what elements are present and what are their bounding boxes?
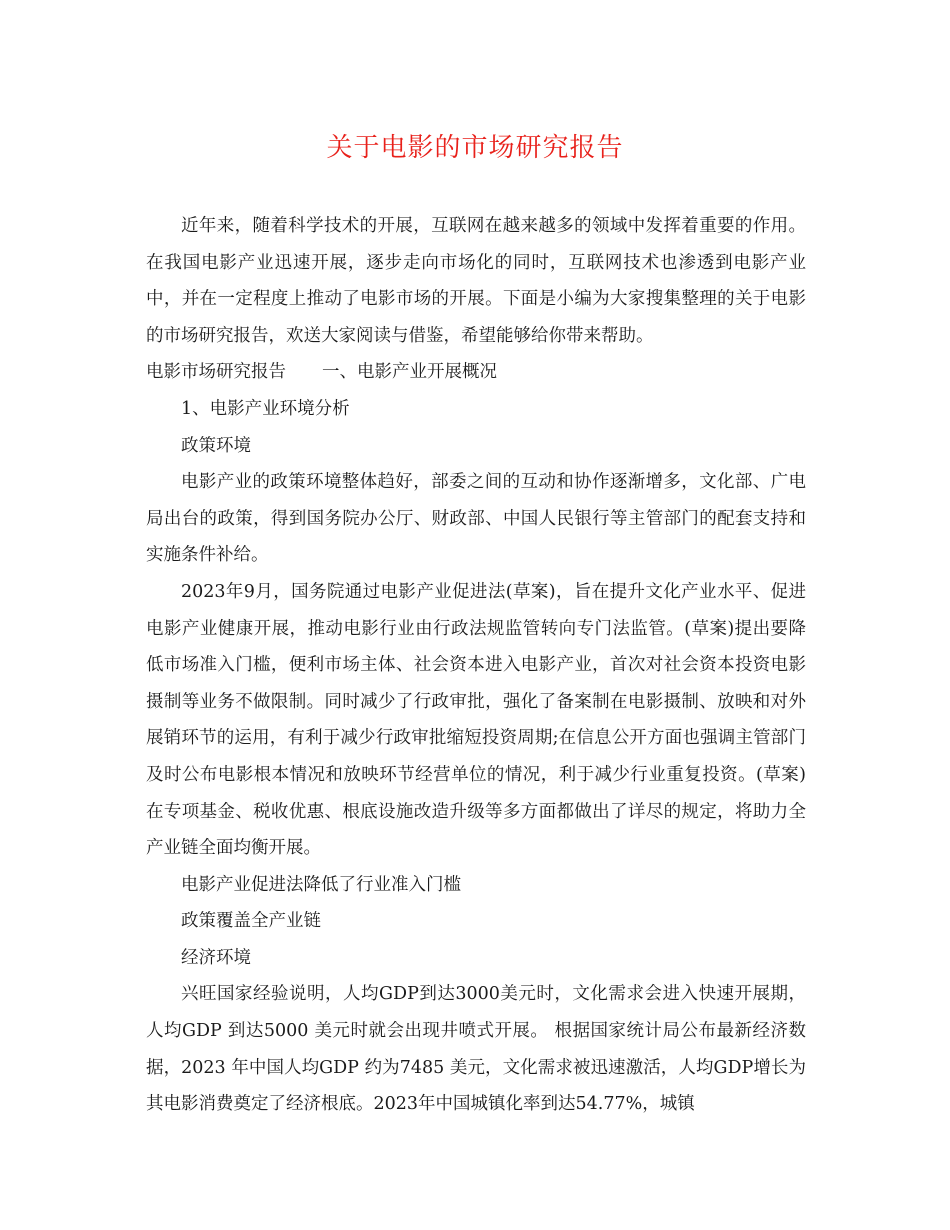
economy-paragraph: 兴旺国家经验说明，人均GDP到达3000美元时，文化需求会进入快速开展期，人均GDP 到达5000 美元时就会出现井喷式开展。 根据国家统计局公布最新经济数据，2023 年中国人均GDP 约为7485 美元，文化需求被迅速激活，人均GDP增长为其电影消费奠定了经济根底。2023年中国城镇化率到达54.77%，城镇: [146, 984, 806, 1115]
report-heading-line: [146, 354, 806, 391]
document-body: [146, 208, 806, 1123]
law-line: 电影产业促进法降低了行业准入门槛: [181, 874, 461, 895]
subsection-heading-1: 1、电影产业环境分析: [181, 398, 350, 419]
policy-paragraph-1: 电影产业的政策环境整体趋好，部委之间的互动和协作逐渐增多，文化部、广电局出台的政策，得到国务院办公厅、财政部、中国人民银行等主管部门的配套支持和实施条件补给。: [146, 472, 806, 566]
policy-paragraph-2: 2023年9月，国务院通过电影产业促进法(草案)，旨在提升文化产业水平、促进电影产业健康开展，推动电影行业由行政法规监管转向专门法监管。(草案)提出要降低市场准入门槛，便利市场主体、社会资本进入电影产业，首次对社会资本投资电影摄制等业务不做限制。同时减少了行政审批，强化了备案制在电影摄制、放映和对外展销环节的运用，有利于减少行政审批缩短投资周期;在信息公开方面也强调主管部门及时公布电影根本情况和放映环节经营单位的情况，利于减少行业重复投资。(草案)在专项基金、税收优惠、根底设施改造升级等多方面都做出了详尽的规定，将助力全产业链全面均衡开展。: [146, 581, 806, 859]
economy-heading: 经济环境: [181, 947, 251, 968]
policy-heading: 政策环境: [181, 435, 251, 456]
document-title: 关于电影的市场研究报告: [326, 133, 624, 163]
section-heading-1: 一、电影产业开展概况: [322, 362, 497, 383]
intro-paragraph: 近年来，随着科学技术的开展，互联网在越来越多的领域中发挥着重要的作用。在我国电影产业迅速开展，逐步走向市场化的同时，互联网技术也渗透到电影产业中，并在一定程度上推动了电影市场的开展。下面是小编为大家搜集整理的关于电影的市场研究报告，欢送大家阅读与借鉴，希望能够给你带来帮助。: [146, 216, 806, 346]
report-label: 电影市场研究报告: [146, 362, 286, 383]
coverage-line: 政策覆盖全产业链: [181, 911, 321, 932]
